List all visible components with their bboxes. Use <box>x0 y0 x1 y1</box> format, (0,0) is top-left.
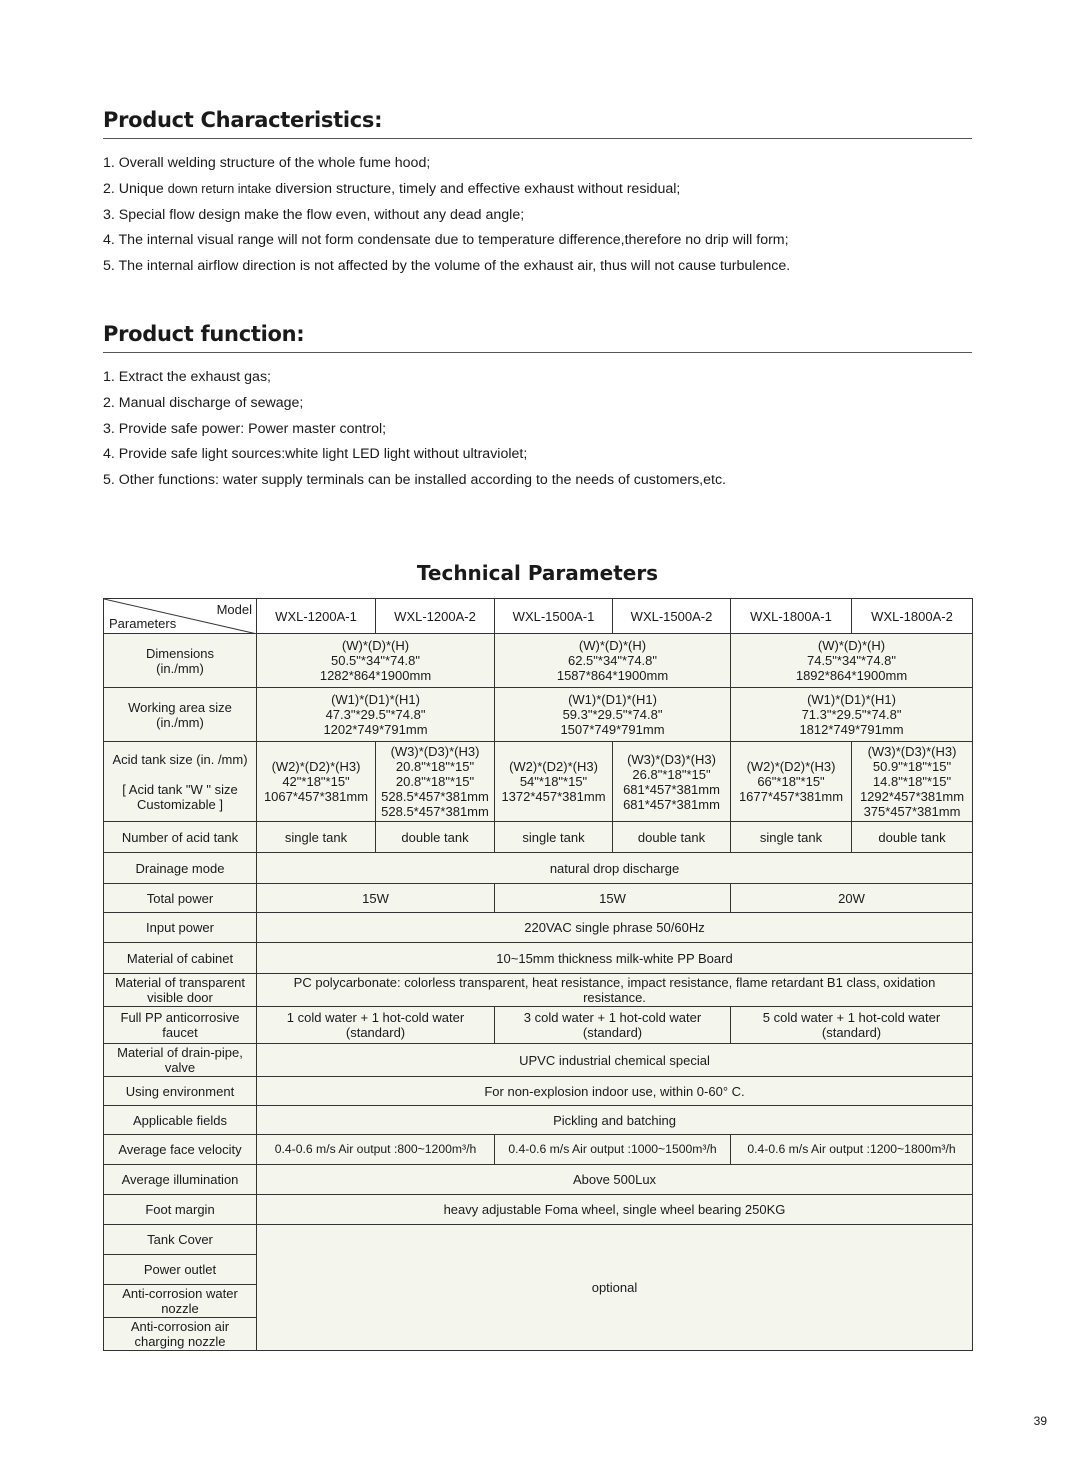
table-row <box>104 688 973 742</box>
power-cell: 15W <box>495 884 731 913</box>
model-header: WXL-1800A-2 <box>852 599 973 634</box>
row-label: Input power <box>104 913 257 943</box>
row-label: Tank Cover <box>104 1225 257 1255</box>
corner-params-label: Parameters <box>109 616 177 631</box>
list-item: 4. The internal visual range will not form condensate due to temperature difference,therefore no drip will form; <box>103 232 789 249</box>
table-row <box>104 1195 973 1225</box>
function-list <box>103 365 972 494</box>
row-label: Acid tank size (in. /mm) [ Acid tank "W " size Customizable ] <box>104 742 257 822</box>
table-row <box>104 1135 973 1165</box>
velocity-cell: 0.4-0.6 m/s Air output :1200~1800m³/h <box>731 1135 973 1165</box>
faucet-cell: 3 cold water + 1 hot-cold water (standard) <box>495 1007 731 1044</box>
optional-cell: optional <box>257 1225 973 1351</box>
drainpipe-cell: UPVC industrial chemical special <box>257 1044 973 1077</box>
environment-cell: For non-explosion indoor use, within 0-60° C. <box>257 1077 973 1106</box>
row-label: Material of transparent visible door <box>104 974 257 1007</box>
acid-tank-cell: (W3)*(D3)*(H3) 26.8"*18"*15" 681*457*381mm 681*457*381mm <box>613 742 731 822</box>
model-header: WXL-1500A-1 <box>495 599 613 634</box>
table-row <box>104 1077 973 1106</box>
table-row <box>104 742 973 822</box>
tank-count-cell: double tank <box>613 822 731 853</box>
table-row <box>104 913 973 943</box>
list-item: 5. The internal airflow direction is not affected by the volume of the exhaust air, thus will not cause turbulence. <box>103 258 791 275</box>
power-cell: 20W <box>731 884 973 913</box>
dimensions-cell: (W)*(D)*(H) 62.5"*34"*74.8" 1587*864*1900mm <box>495 634 731 688</box>
row-label: Average face velocity <box>104 1135 257 1165</box>
row-label: Power outlet <box>104 1255 257 1285</box>
row-label: Working area size (in./mm) <box>104 688 257 742</box>
tank-count-cell: single tank <box>495 822 613 853</box>
row-label: Anti-corrosion air charging nozzle <box>104 1318 257 1351</box>
working-area-cell: (W1)*(D1)*(H1) 71.3"*29.5"*74.8" 1812*749*791mm <box>731 688 973 742</box>
table-row <box>104 599 973 634</box>
working-area-cell: (W1)*(D1)*(H1) 47.3"*29.5"*74.8" 1202*749*791mm <box>257 688 495 742</box>
table-row <box>104 1044 973 1077</box>
cabinet-cell: 10~15mm thickness milk-white PP Board <box>257 943 973 974</box>
row-label: Total power <box>104 884 257 913</box>
model-header: WXL-1200A-1 <box>257 599 376 634</box>
function-section <box>103 322 972 494</box>
velocity-cell: 0.4-0.6 m/s Air output :800~1200m³/h <box>257 1135 495 1165</box>
acid-tank-cell: (W3)*(D3)*(H3) 50.9"*18"*15" 14.8"*18"*15" 1292*457*381mm 375*457*381mm <box>852 742 973 822</box>
table-row <box>104 974 973 1007</box>
table-row <box>104 1165 973 1195</box>
table-row <box>104 1106 973 1135</box>
corner-model-label: Model <box>216 602 252 617</box>
table-row <box>104 1225 973 1255</box>
input-power-cell: 220VAC single phrase 50/60Hz <box>257 913 973 943</box>
acid-tank-cell: (W2)*(D2)*(H3) 54"*18"*15" 1372*457*381mm <box>495 742 613 822</box>
characteristics-section <box>103 108 972 280</box>
row-label: Average illumination <box>104 1165 257 1195</box>
list-item: 5. Other functions: water supply terminals can be installed according to the needs of customers,etc. <box>103 472 726 489</box>
table-row <box>104 634 973 688</box>
list-item: 3. Provide safe power: Power master control; <box>103 420 387 437</box>
list-item: 3. Special flow design make the flow even, without any dead angle; <box>103 206 525 223</box>
list-item: 2. Unique down return intake diversion structure, timely and effective exhaust without residual; <box>103 180 681 197</box>
illumination-cell: Above 500Lux <box>257 1165 973 1195</box>
tank-count-cell: single tank <box>257 822 376 853</box>
table-row <box>104 822 973 853</box>
acid-tank-cell: (W2)*(D2)*(H3) 42"*18"*15" 1067*457*381mm <box>257 742 376 822</box>
row-label: Number of acid tank <box>104 822 257 853</box>
acid-tank-cell: (W2)*(D2)*(H3) 66"*18"*15" 1677*457*381mm <box>731 742 852 822</box>
row-label: Material of cabinet <box>104 943 257 974</box>
table-row <box>104 1007 973 1044</box>
tank-count-cell: double tank <box>376 822 495 853</box>
dimensions-cell: (W)*(D)*(H) 74.5"*34"*74.8" 1892*864*1900mm <box>731 634 973 688</box>
list-item: 1. Overall welding structure of the whole fume hood; <box>103 155 431 171</box>
row-label: Material of drain-pipe, valve <box>104 1044 257 1077</box>
faucet-cell: 5 cold water + 1 hot-cold water (standard) <box>731 1007 973 1044</box>
door-cell: PC polycarbonate: colorless transparent, heat resistance, impact resistance, flame retardant B1 class, oxidation resistance. <box>257 974 973 1007</box>
table-row <box>104 853 973 884</box>
fields-cell: Pickling and batching <box>257 1106 973 1135</box>
characteristics-title: Product Characteristics: <box>103 108 972 139</box>
row-label: Full PP anticorrosive faucet <box>104 1007 257 1044</box>
row-label: Drainage mode <box>104 853 257 884</box>
foot-cell: heavy adjustable Foma wheel, single wheel bearing 250KG <box>257 1195 973 1225</box>
tank-count-cell: double tank <box>852 822 973 853</box>
acid-tank-cell: (W3)*(D3)*(H3) 20.8"*18"*15" 20.8"*18"*15" 528.5*457*381mm 528.5*457*381mm <box>376 742 495 822</box>
list-item: 1. Extract the exhaust gas; <box>103 369 271 385</box>
list-item: 2. Manual discharge of sewage; <box>103 394 304 411</box>
table-row <box>104 884 973 913</box>
corner-header-cell <box>104 599 257 634</box>
working-area-cell: (W1)*(D1)*(H1) 59.3"*29.5"*74.8" 1507*749*791mm <box>495 688 731 742</box>
faucet-cell: 1 cold water + 1 hot-cold water (standard) <box>257 1007 495 1044</box>
row-label: Anti-corrosion water nozzle <box>104 1285 257 1318</box>
row-label: Dimensions (in./mm) <box>104 634 257 688</box>
row-label: Using environment <box>104 1077 257 1106</box>
row-label: Foot margin <box>104 1195 257 1225</box>
power-cell: 15W <box>257 884 495 913</box>
page-number: 39 <box>1033 1414 1047 1428</box>
function-title: Product function: <box>103 322 972 353</box>
tank-count-cell: single tank <box>731 822 852 853</box>
tech-params-table <box>103 598 973 1351</box>
model-header: WXL-1800A-1 <box>731 599 852 634</box>
drainage-cell: natural drop discharge <box>257 853 973 884</box>
dimensions-cell: (W)*(D)*(H) 50.5"*34"*74.8" 1282*864*1900mm <box>257 634 495 688</box>
model-header: WXL-1500A-2 <box>613 599 731 634</box>
table-row <box>104 943 973 974</box>
row-label: Applicable fields <box>104 1106 257 1135</box>
list-item: 4. Provide safe light sources:white light LED light without ultraviolet; <box>103 446 528 463</box>
velocity-cell: 0.4-0.6 m/s Air output :1000~1500m³/h <box>495 1135 731 1165</box>
model-header: WXL-1200A-2 <box>376 599 495 634</box>
tech-params-title: Technical Parameters <box>416 561 659 585</box>
characteristics-list <box>103 151 972 280</box>
